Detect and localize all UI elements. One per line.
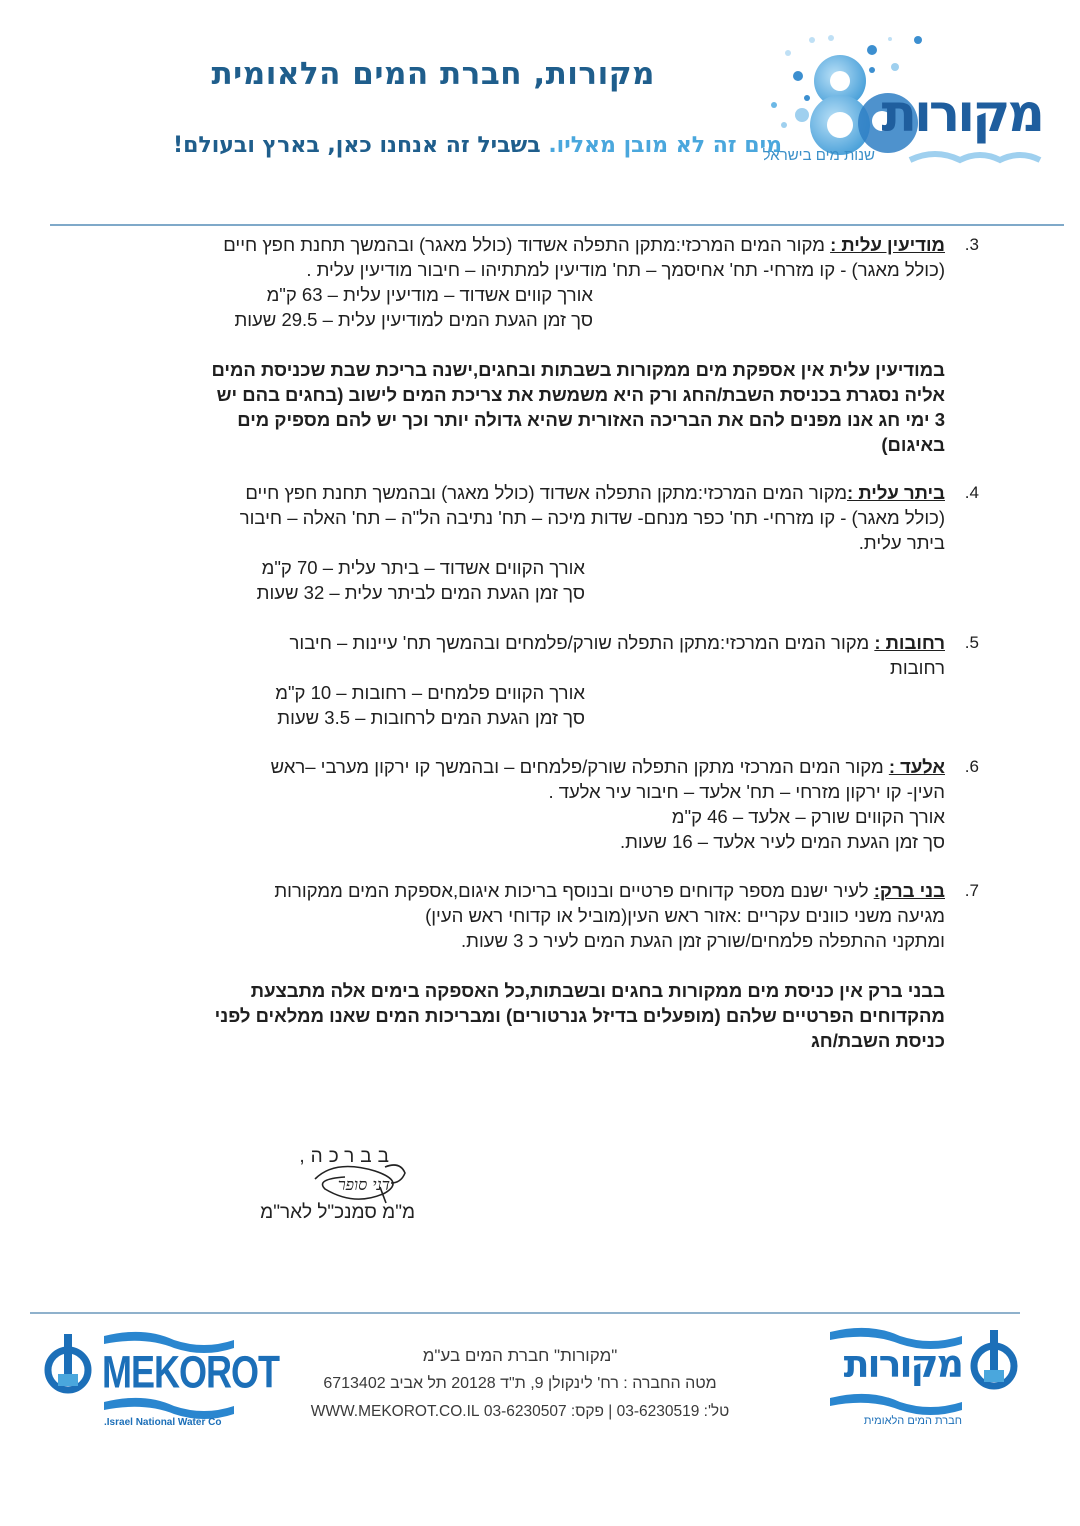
logo-word-he: מקורות xyxy=(843,1342,962,1386)
slogan-light: מים זה לא מובן מאליו. xyxy=(548,133,782,158)
slogan-dark: בשביל זה אנחנו כאן, בארץ ובעולם! xyxy=(173,133,541,158)
item-label: בני ברק: xyxy=(873,880,945,901)
item-line: לעיר ישנם מספר קדוחים פרטיים ובנוסף בריכות איגום,אספקת המים ממקורות xyxy=(274,880,869,901)
item-time: סך זמן הגעת המים לביתר עלית – 32 שעות xyxy=(256,582,585,603)
mekorot-hebrew-logo xyxy=(822,1322,1022,1437)
footer-divider xyxy=(30,1312,1020,1314)
letterhead-slogan xyxy=(173,133,782,158)
logo-word: מקורות xyxy=(881,84,1042,144)
item-line: ביתר עלית. xyxy=(858,532,945,553)
item-number: 6. xyxy=(964,757,979,776)
item-line: ומתקני ההתפלה פלמחים/שורק זמן הגעת המים לעיר כ 3 שעות. xyxy=(461,930,945,951)
item-line: רחובות xyxy=(890,657,945,678)
note-line: בבני ברק אין כניסת מים ממקורות בחגים ובשבתות,כל האספקה בימים אלה מתבצעת xyxy=(250,980,945,1001)
item-label: מודיעין עלית : xyxy=(830,234,945,255)
item-line: מקור המים המרכזי:מתקן התפלה אשדוד (כולל מאגר) ובהמשך תחנת חפץ חיים xyxy=(223,234,825,255)
list-item-beitar-illit xyxy=(239,480,979,605)
mekorot-english-logo xyxy=(42,1322,279,1437)
list-item-bnei-brak xyxy=(274,878,979,953)
item-label: ביתר עלית : xyxy=(847,482,945,503)
note-line: באיגום) xyxy=(881,434,945,455)
signature-block xyxy=(225,1143,415,1227)
signature-greeting: בברכה, xyxy=(299,1146,395,1167)
list-item-modiin-illit xyxy=(223,232,979,332)
item-line: מגיעה משני כוונים עקריים :אזור ראש העין(מוביל או קדוחי ראש העין) xyxy=(425,905,945,926)
logo-tagline-en: Israel National Water Co. xyxy=(104,1417,222,1428)
item-length: אורך הקווים אשדוד – ביתר עלית – 70 ק"מ xyxy=(261,557,585,578)
note-line: אליה נסגרת בכניסת השבת/החג ורק היא משמשת את צריכת המים לישוב (בחגים בהם יש xyxy=(216,384,945,405)
item-length: אורך הקווים שורק – אלעד – 46 ק"מ xyxy=(671,806,945,827)
note-line: מהקדוחים הפרטיים שלהם (מופעלים בדיזל גנרטורים) ומבריכות המים שאנו ממלאים לפני xyxy=(214,1005,945,1026)
note-line: במודיעין עלית אין אספקת מים ממקורות בשבתות ובחגים,ישנה בריכת שבת שכניסת המים xyxy=(211,359,945,380)
note-line: כניסת השבת/חג xyxy=(810,1030,945,1051)
item-number: 5. xyxy=(964,633,979,652)
footer-company: "מקורות" חברת המים בע"מ xyxy=(422,1346,618,1365)
footer-contact xyxy=(285,1342,755,1426)
list-item-rehovot xyxy=(275,630,979,730)
item-label: אלעד : xyxy=(888,756,945,777)
item-time: סך זמן הגעת המים לעיר אלעד – 16 שעות. xyxy=(619,831,945,852)
signature-name-text: דני סופר xyxy=(337,1175,390,1194)
item-time: סך זמן הגעת המים לרחובות – 3.5 שעות xyxy=(277,707,585,728)
item-length: אורך קווים אשדוד – מודיעין עלית – 63 ק"מ xyxy=(266,284,593,305)
item-number: 4. xyxy=(964,483,979,502)
item-line: מקור המים המרכזי מתקן התפלה שורק/פלמחים – ובהמשך קו ירקון מערבי –ראש xyxy=(270,756,884,777)
note-bnei-brak xyxy=(215,978,945,1053)
item-line: (כולל מאגר) - קו מזרחי- תח' אחיסמך – תח' מודיעין למתתיהו – חיבור מודיעין עלית . xyxy=(306,259,945,280)
header-divider xyxy=(50,224,1064,226)
logo-tagline-he: חברת המים הלאומית xyxy=(863,1415,962,1427)
handwritten-signature-icon xyxy=(300,1157,420,1207)
item-line: (כולל מאגר) - קו מזרחי- תח' כפר מנחם- שדות מיכה – תח' נתיבה הל"ה – תח' האלה – חיבור xyxy=(239,507,945,528)
item-length: אורך הקווים פלמחים – רחובות – 10 ק"מ xyxy=(275,682,585,703)
item-label: רחובות : xyxy=(874,632,945,653)
footer-address: מטה החברה : רח' לינקולן 9, ת"ד 20128 תל אביב 6713402 xyxy=(323,1375,717,1392)
signature-name xyxy=(225,1171,415,1199)
item-number: 7. xyxy=(964,881,979,900)
signature-title: מ"מ סמנכ"ל לאר"מ xyxy=(260,1202,415,1223)
item-line: מקור המים המרכזי:מתקן התפלה אשדוד (כולל מאגר) ובהמשך תחנת חפץ חיים xyxy=(245,482,848,503)
note-modiin-illit xyxy=(211,357,945,457)
note-line: 3 ימי חג אנו מפנים להם את הבריכה האזורית שהיא גדולה יותר וכך יש להם מספיק מים xyxy=(237,409,945,430)
logo-subtitle: שנות מים בישראל xyxy=(762,147,875,164)
item-time: סך זמן הגעת המים למודיעין עלית – 29.5 שעות xyxy=(234,309,593,330)
logo-word-en: MEKOROT xyxy=(102,1346,279,1398)
item-line: מקור המים המרכזי:מתקן התפלה שורק/פלמחים ובהמשך תח' עיינות – חיבור xyxy=(289,632,870,653)
item-line: העין- קו ירקון מזרחי – תח' אלעד – חיבור עיר אלעד . xyxy=(548,781,945,802)
list-item-elad xyxy=(270,754,979,854)
footer-phone-fax-web: טל': 03-6230519 | פקס: 03-6230507 WWW.MEKOROT.CO.IL xyxy=(310,1403,730,1420)
item-number: 3. xyxy=(964,235,979,254)
letterhead-title: מקורות, חברת המים הלאומית xyxy=(211,56,655,92)
mekorot-80-years-logo xyxy=(760,25,1050,175)
